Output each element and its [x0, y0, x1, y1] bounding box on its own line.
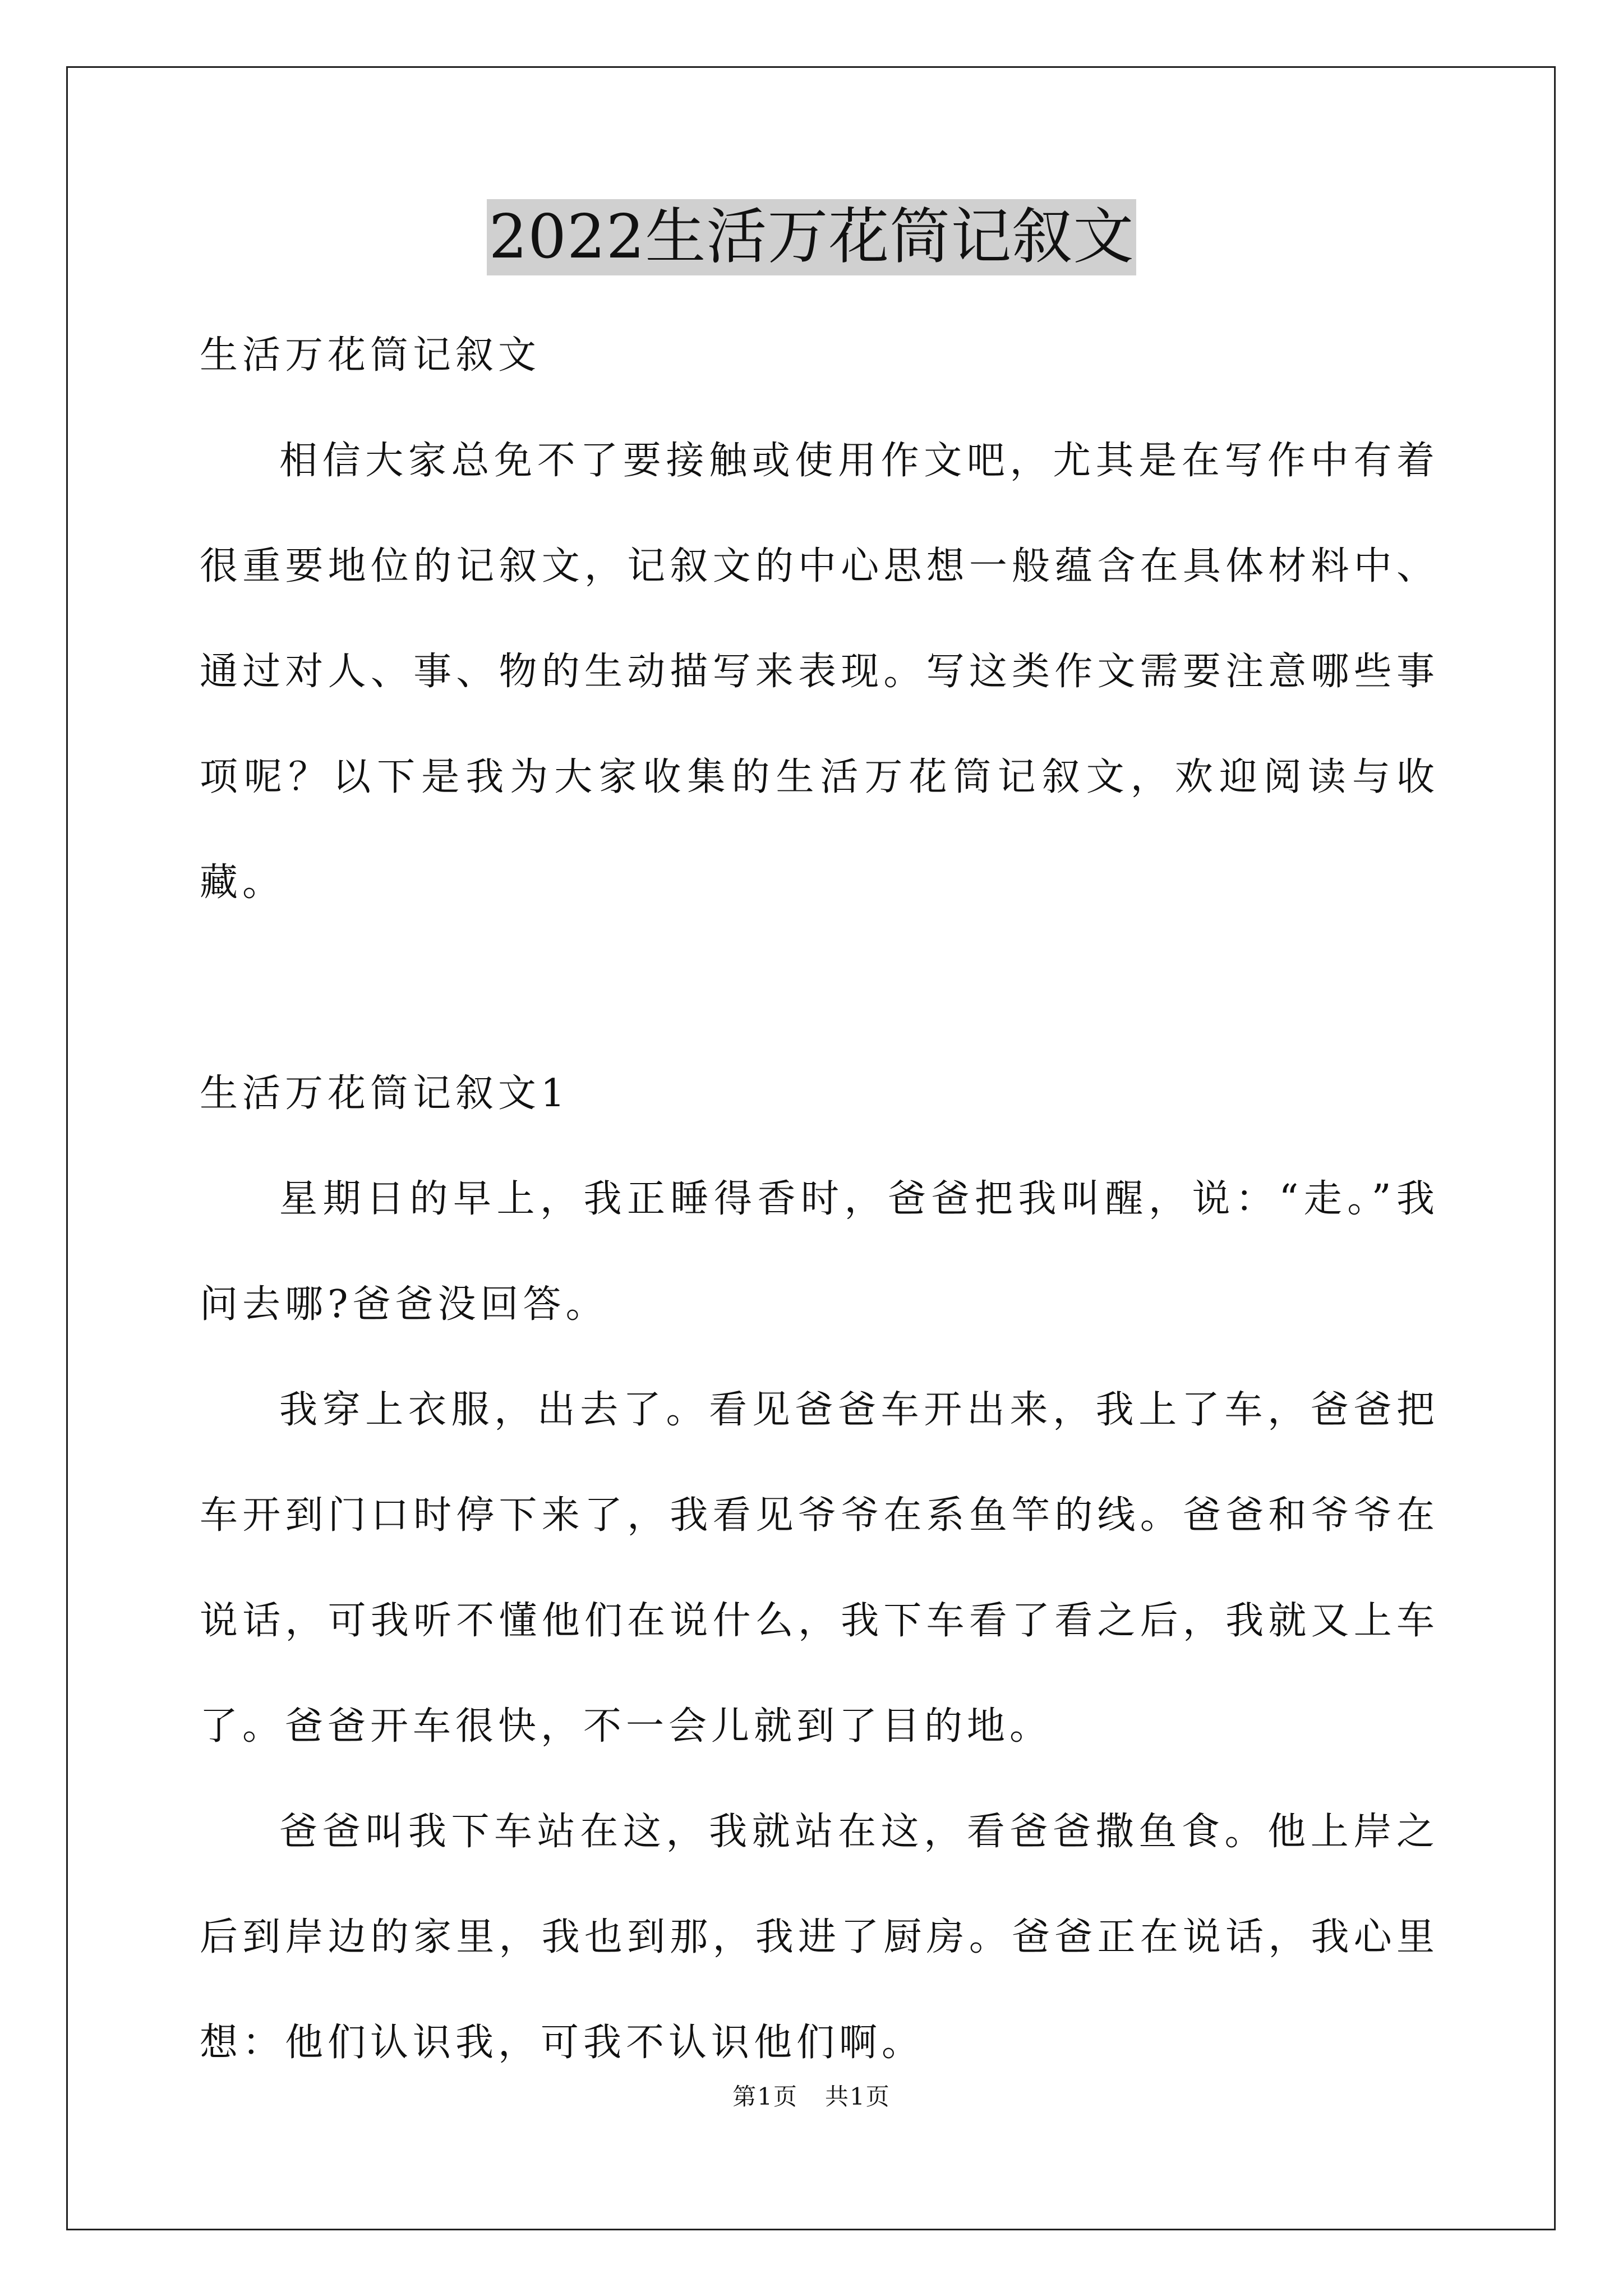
section-heading: 生活万花筒记叙文1: [200, 1071, 570, 1116]
page-footer: [0, 2078, 1623, 2112]
body-paragraph: 爸爸叫我下车站在这，我就站在这，看爸爸撒鱼食。他上岸之后到岸边的家里，我也到那，我进了厨房。爸爸正在说话，我心里想：他们认识我，可我不认识他们啊。: [200, 1810, 1439, 2065]
page-total: 共1页: [825, 2083, 891, 2110]
document-title: 2022生活万花筒记叙文: [487, 199, 1137, 275]
intro-heading: 生活万花筒记叙文: [200, 333, 541, 378]
page-number: 第1页: [732, 2083, 798, 2110]
body-paragraph: 星期日的早上，我正睡得香时，爸爸把我叫醒，说：“走。”我问去哪?爸爸没回答。: [200, 1177, 1439, 1327]
intro-paragraph: 相信大家总免不了要接触或使用作文吧，尤其是在写作中有着很重要地位的记叙文，记叙文的中心思想一般蕴含在具体材料中、通过对人、事、物的生动描写来表现。写这类作文需要注意哪些事项呢？以下是我为大家收集的生活万花筒记叙文，欢迎阅读与收藏。: [200, 439, 1439, 905]
document-body: [200, 303, 1439, 2096]
body-paragraph: 我穿上衣服，出去了。看见爸爸车开出来，我上了车，爸爸把车开到门口时停下来了，我看见爷爷在系鱼竿的线。爸爸和爷爷在说话，可我听不懂他们在说什么，我下车看了看之后，我就又上车了。爸爸开车很快，不一会儿就到了目的地。: [200, 1388, 1439, 1749]
blank-line: [200, 936, 1439, 1041]
title-container: [0, 199, 1623, 275]
